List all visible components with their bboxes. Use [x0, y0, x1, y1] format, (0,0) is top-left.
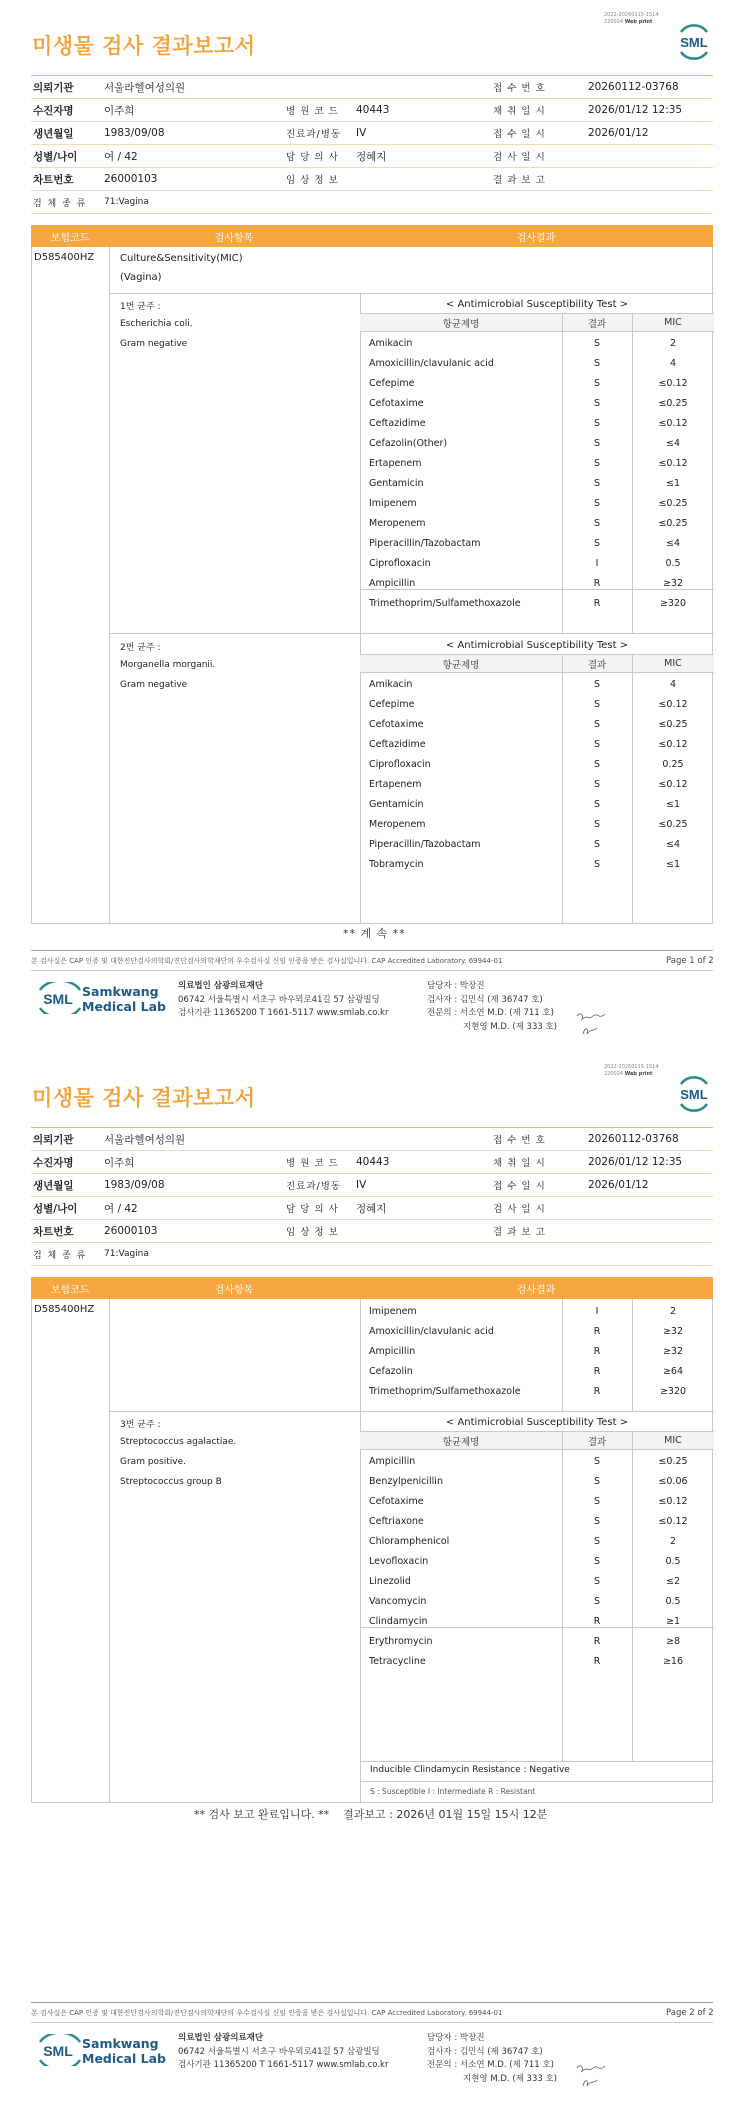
susceptibility-result: R [593, 1385, 601, 1397]
footer-sml-logo-icon [36, 982, 84, 1014]
susceptibility-result: S [593, 537, 601, 549]
ast-row [360, 1451, 714, 1471]
signature-icon [575, 2058, 610, 2090]
antibiotic-name: Amoxicillin/clavulanic acid [369, 357, 494, 369]
organism-2-gram: Gram negative [120, 680, 188, 690]
mic-value: ≥320 [659, 1385, 687, 1397]
ast-row [360, 353, 714, 373]
susceptibility-result: R [593, 1325, 601, 1337]
susceptibility-result: S [593, 1495, 601, 1507]
antibiotic-name: Ertapenem [369, 457, 422, 469]
antibiotic-name: Meropenem [369, 517, 426, 529]
antibiotic-name: Cefazolin [369, 1365, 413, 1377]
susceptibility-result: S [593, 718, 601, 730]
antibiotic-name: Imipenem [369, 1305, 417, 1317]
susceptibility-result: S [593, 377, 601, 389]
susceptibility-result: R [593, 1365, 601, 1377]
ast-row [360, 774, 714, 794]
antibiotic-name: Tobramycin [369, 858, 424, 870]
ast-row [360, 754, 714, 774]
ast-row [360, 1491, 714, 1511]
mic-value: ≥64 [662, 1365, 684, 1377]
mic-value: 2 [669, 337, 677, 349]
info-row-chart: 차트번호 26000103 임 상 정 보 결 과 보 고 [31, 1220, 713, 1243]
mic-value: ≥32 [662, 577, 684, 589]
footer-sml-logo-icon [36, 2034, 84, 2066]
susceptibility-result: S [593, 1515, 601, 1527]
ast-row [360, 1531, 714, 1551]
ast-row [360, 1361, 714, 1381]
ast-row [360, 1341, 714, 1361]
mic-value: ≤0.12 [658, 698, 688, 710]
susceptibility-result: I [595, 557, 599, 569]
antibiotic-name: Amikacin [369, 337, 413, 349]
mic-value: 0.5 [665, 1555, 681, 1567]
antibiotic-name: Trimethoprim/Sulfamethoxazole [369, 1385, 521, 1397]
mic-value: ≤4 [665, 537, 680, 549]
susceptibility-result: S [593, 357, 601, 369]
info-row-specimen: 검 체 종 류 71:Vagina [31, 191, 713, 214]
mic-value: ≤2 [665, 1575, 680, 1587]
ast-row [360, 1511, 714, 1531]
mic-value: ≤0.12 [658, 738, 688, 750]
ast-row [360, 1611, 714, 1631]
mic-value: ≤0.25 [658, 497, 688, 509]
antibiotic-name: Gentamicin [369, 798, 424, 810]
ast-row [360, 794, 714, 814]
susceptibility-result: S [593, 798, 601, 810]
mic-value: 0.25 [662, 758, 684, 770]
cap-note: 본 검사실은 CAP 인증 및 대한진단검사의학회/진단검사의학재단의 우수검사실 신임 인증을 받은 검사실입니다. CAP Accredited Laboratory. 69944-01 [31, 957, 503, 965]
antibiotic-name: Trimethoprim/Sulfamethoxazole [369, 597, 521, 609]
susceptibility-result: S [593, 858, 601, 870]
mic-value: ≤0.25 [658, 397, 688, 409]
mic-value: ≥32 [662, 1345, 684, 1357]
ast-row [360, 473, 714, 493]
svg-text:SML: SML [680, 35, 708, 50]
ast-row [360, 593, 714, 613]
info-row-chart: 차트번호 26000103 임 상 정 보 결 과 보 고 [31, 168, 713, 191]
ast-row [360, 373, 714, 393]
susceptibility-result: S [593, 1475, 601, 1487]
info-row-dob: 생년월일 1983/09/08 진료과/병동 IV 접 수 일 시 2026/01/12 [31, 122, 713, 145]
info-row-sex-age: 성별/나이 여 / 42 담 당 의 사 정혜지 검 사 일 시 [31, 1197, 713, 1220]
ast-row [360, 393, 714, 413]
susceptibility-result: S [593, 818, 601, 830]
antibiotic-name: Ampicillin [369, 1455, 416, 1467]
antibiotic-name: Cefepime [369, 377, 415, 389]
mic-value: ≤0.25 [658, 718, 688, 730]
susceptibility-result: S [593, 477, 601, 489]
organism-1-label: 1번 균주 : [120, 302, 161, 312]
sml-logo-icon [675, 1076, 713, 1112]
result-table-body [31, 247, 713, 924]
svg-text:SML: SML [43, 2043, 73, 2059]
ast-title-2: < Antimicrobial Susceptibility Test > [445, 640, 629, 651]
susceptibility-result: S [593, 497, 601, 509]
ast-row [360, 1631, 714, 1651]
mic-value: ≤0.25 [658, 517, 688, 529]
report-page-2 [0, 1052, 744, 2104]
susceptibility-result: R [593, 597, 601, 609]
ast-row [360, 734, 714, 754]
antibiotic-name: Ampicillin [369, 577, 416, 589]
footer-address: 의료법인 삼광의료재단 06742 서울특별시 서초구 바우뫼로41길 57 삼광빌딩 검사기관 11365200 T 1661-5117 www.smlab.co.kr [178, 981, 389, 1018]
antibiotic-name: Ciprofloxacin [369, 557, 431, 569]
test-specimen: (Vagina) [120, 272, 162, 283]
report-complete-note: ** 검사 보고 완료입니다. ** 결과보고 : 2026년 01월 15일 15시 12분 [194, 1808, 548, 1821]
ast-row [360, 814, 714, 834]
susceptibility-result: R [593, 577, 601, 589]
susceptibility-result: S [593, 698, 601, 710]
ast-header-2: 항균제명 결과 MIC [360, 654, 714, 673]
ast-row [360, 1571, 714, 1591]
antibiotic-name: Ertapenem [369, 778, 422, 790]
antibiotic-name: Amoxicillin/clavulanic acid [369, 1325, 494, 1337]
susceptibility-result: R [593, 1615, 601, 1627]
susceptibility-result: S [593, 838, 601, 850]
print-code: 2022-20260115-1514 220024 Web print [604, 1064, 659, 1077]
susceptibility-result: S [593, 778, 601, 790]
ast-row [360, 453, 714, 473]
susceptibility-result: S [593, 417, 601, 429]
ast-row [360, 694, 714, 714]
antibiotic-name: Ceftazidime [369, 738, 426, 750]
svg-text:SML: SML [680, 1087, 708, 1102]
organism-3-group: Streptococcus group B [120, 1477, 222, 1487]
mic-value: 4 [669, 357, 677, 369]
svg-text:SML: SML [43, 991, 73, 1007]
antibiotic-name: Cefazolin(Other) [369, 437, 448, 449]
susceptibility-result: R [593, 1345, 601, 1357]
mic-value: ≤0.12 [658, 417, 688, 429]
result-table-header: 보험코드 검사항목 검사결과 [31, 225, 713, 247]
info-row-specimen: 검 체 종 류 71:Vagina [31, 1243, 713, 1266]
mic-value: ≤1 [665, 798, 680, 810]
ast-row [360, 1651, 714, 1671]
mic-value: ≥8 [665, 1635, 680, 1647]
antibiotic-name: Erythromycin [369, 1635, 433, 1647]
organism-1-name: Escherichia coli. [120, 319, 193, 329]
ast-row [360, 433, 714, 453]
antibiotic-name: Cefotaxime [369, 1495, 424, 1507]
susceptibility-result: R [593, 1635, 601, 1647]
insurance-code: D585400HZ [32, 247, 110, 923]
ast-row [360, 333, 714, 353]
mic-value: ≤4 [665, 838, 680, 850]
susceptibility-result: S [593, 1535, 601, 1547]
ast-row [360, 1321, 714, 1341]
organism-3-name: Streptococcus agalactiae. [120, 1437, 237, 1447]
print-code: 2022-20260115-1514 220024 Web print [604, 12, 659, 25]
antibiotic-name: Ampicillin [369, 1345, 416, 1357]
ast-row [360, 413, 714, 433]
footer-address: 의료법인 삼광의료재단 06742 서울특별시 서초구 바우뫼로41길 57 삼광빌딩 검사기관 11365200 T 1661-5117 www.smlab.co.kr [178, 2033, 389, 2070]
susceptibility-result: S [593, 678, 601, 690]
susceptibility-result: S [593, 1455, 601, 1467]
susceptibility-result: I [595, 1305, 599, 1317]
sml-logo-icon [675, 24, 713, 60]
ast-header-3: 항균제명 결과 MIC [360, 1431, 714, 1450]
icr-result: Inducible Clindamycin Resistance : Negative [370, 1765, 570, 1775]
susceptibility-result: S [593, 437, 601, 449]
organism-2-label: 2번 균주 : [120, 643, 161, 653]
mic-value: ≥1 [665, 1615, 680, 1627]
insurance-code: D585400HZ [32, 1299, 110, 1802]
organism-1-gram: Gram negative [120, 339, 188, 349]
organism-3-label: 3번 균주 : [120, 1420, 161, 1430]
antibiotic-name: Cefotaxime [369, 718, 424, 730]
info-row-name: 수진자명 이주희 병 원 코 드 40443 채 취 일 시 2026/01/12 12:35 [31, 99, 713, 122]
mic-value: ≤0.12 [658, 457, 688, 469]
ast-row [360, 493, 714, 513]
antibiotic-name: Ceftazidime [369, 417, 426, 429]
antibiotic-name: Meropenem [369, 818, 426, 830]
antibiotic-name: Vancomycin [369, 1595, 427, 1607]
antibiotic-name: Chloramphenicol [369, 1535, 450, 1547]
ast-row [360, 573, 714, 593]
ast-row [360, 1381, 714, 1401]
ast-row [360, 1471, 714, 1491]
antibiotic-name: Clindamycin [369, 1615, 428, 1627]
patient-info-table [31, 75, 713, 214]
mic-value: ≤0.12 [658, 1495, 688, 1507]
ast-row [360, 1301, 714, 1321]
ast-title-3: < Antimicrobial Susceptibility Test > [445, 1417, 629, 1428]
mic-value: ≤0.12 [658, 1515, 688, 1527]
organism-2-name: Morganella morganii. [120, 660, 216, 670]
page-number: Page 2 of 2 [666, 2008, 714, 2018]
ast-row [360, 553, 714, 573]
result-legend: S : Susceptible I : Intermediate R : Resistant [370, 1787, 536, 1796]
mic-value: ≤1 [665, 858, 680, 870]
susceptibility-result: S [593, 397, 601, 409]
report-title: 미생물 검사 결과보고서 [32, 34, 256, 58]
susceptibility-result: S [593, 738, 601, 750]
mic-value: ≤0.25 [658, 818, 688, 830]
susceptibility-result: S [593, 457, 601, 469]
info-row-dob: 생년월일 1983/09/08 진료과/병동 IV 접 수 일 시 2026/01/12 [31, 1174, 713, 1197]
ast-header-1: 항균제명 결과 MIC [360, 313, 714, 332]
susceptibility-result: S [593, 1595, 601, 1607]
footer-staff: 담당자 : 박장진 검사자 : 김민식 (제 36747 호) 전문의 : 서소연 M.D. (제 711 호) 지현영 M.D. (제 333 호) [427, 2033, 558, 2084]
susceptibility-result: S [593, 758, 601, 770]
susceptibility-result: S [593, 1575, 601, 1587]
ast-row [360, 1551, 714, 1571]
result-table-header: 보험코드 검사항목 검사결과 [31, 1277, 713, 1299]
ast-row [360, 834, 714, 854]
ast-row [360, 533, 714, 553]
antibiotic-name: Piperacillin/Tazobactam [369, 537, 481, 549]
antibiotic-name: Cefotaxime [369, 397, 424, 409]
susceptibility-result: S [593, 337, 601, 349]
ast-title-1: < Antimicrobial Susceptibility Test > [445, 299, 629, 310]
info-row-institution: 의뢰기관 서울라헬여성의원 접 수 번 호 20260112-03768 [31, 1128, 713, 1151]
mic-value: ≤0.25 [658, 1455, 688, 1467]
ast-row [360, 1591, 714, 1611]
antibiotic-name: Ceftriaxone [369, 1515, 424, 1527]
ast-row [360, 674, 714, 694]
info-row-name: 수진자명 이주희 병 원 코 드 40443 채 취 일 시 2026/01/12 12:35 [31, 1151, 713, 1174]
antibiotic-name: Tetracycline [369, 1655, 426, 1667]
susceptibility-result: S [593, 1555, 601, 1567]
mic-value: ≥16 [662, 1655, 684, 1667]
susceptibility-result: R [593, 1655, 601, 1667]
antibiotic-name: Imipenem [369, 497, 417, 509]
signature-icon [575, 1006, 610, 1038]
footer-brand: Samkwang Medical Lab [82, 2036, 166, 2066]
test-name: Culture&Sensitivity(MIC) [120, 253, 243, 264]
antibiotic-name: Gentamicin [369, 477, 424, 489]
mic-value: 4 [669, 678, 677, 690]
mic-value: ≤0.06 [658, 1475, 688, 1487]
antibiotic-name: Cefepime [369, 698, 415, 710]
ast-row [360, 714, 714, 734]
mic-value: 2 [669, 1535, 677, 1547]
mic-value: ≤1 [665, 477, 680, 489]
result-table-body [31, 1299, 713, 1803]
antibiotic-name: Linezolid [369, 1575, 411, 1587]
continue-note: ** 계 속 ** [343, 927, 406, 940]
mic-value: ≤0.12 [658, 778, 688, 790]
antibiotic-name: Amikacin [369, 678, 413, 690]
mic-value: ≥32 [662, 1325, 684, 1337]
mic-value: 0.5 [665, 1595, 681, 1607]
mic-value: ≤0.12 [658, 377, 688, 389]
ast-row [360, 854, 714, 874]
antibiotic-name: Levofloxacin [369, 1555, 429, 1567]
cap-note: 본 검사실은 CAP 인증 및 대한진단검사의학회/진단검사의학재단의 우수검사실 신임 인증을 받은 검사실입니다. CAP Accredited Laboratory. 69944-01 [31, 2009, 503, 2017]
info-row-institution: 의뢰기관 서울라헬여성의원 접 수 번 호 20260112-03768 [31, 76, 713, 99]
mic-value: 0.5 [665, 557, 681, 569]
footer-brand: Samkwang Medical Lab [82, 984, 166, 1014]
footer-staff: 담당자 : 박장진 검사자 : 김민식 (제 36747 호) 전문의 : 서소연 M.D. (제 711 호) 지현영 M.D. (제 333 호) [427, 981, 558, 1032]
mic-value: ≥320 [659, 597, 687, 609]
ast-row [360, 513, 714, 533]
antibiotic-name: Benzylpenicillin [369, 1475, 443, 1487]
antibiotic-name: Piperacillin/Tazobactam [369, 838, 481, 850]
organism-3-gram: Gram positive. [120, 1457, 186, 1467]
page-number: Page 1 of 2 [666, 956, 714, 966]
report-title: 미생물 검사 결과보고서 [32, 1086, 256, 1110]
mic-value: 2 [669, 1305, 677, 1317]
antibiotic-name: Ciprofloxacin [369, 758, 431, 770]
susceptibility-result: S [593, 517, 601, 529]
mic-value: ≤4 [665, 437, 680, 449]
info-row-sex-age: 성별/나이 여 / 42 담 당 의 사 정혜지 검 사 일 시 [31, 145, 713, 168]
patient-info-table [31, 1127, 713, 1266]
